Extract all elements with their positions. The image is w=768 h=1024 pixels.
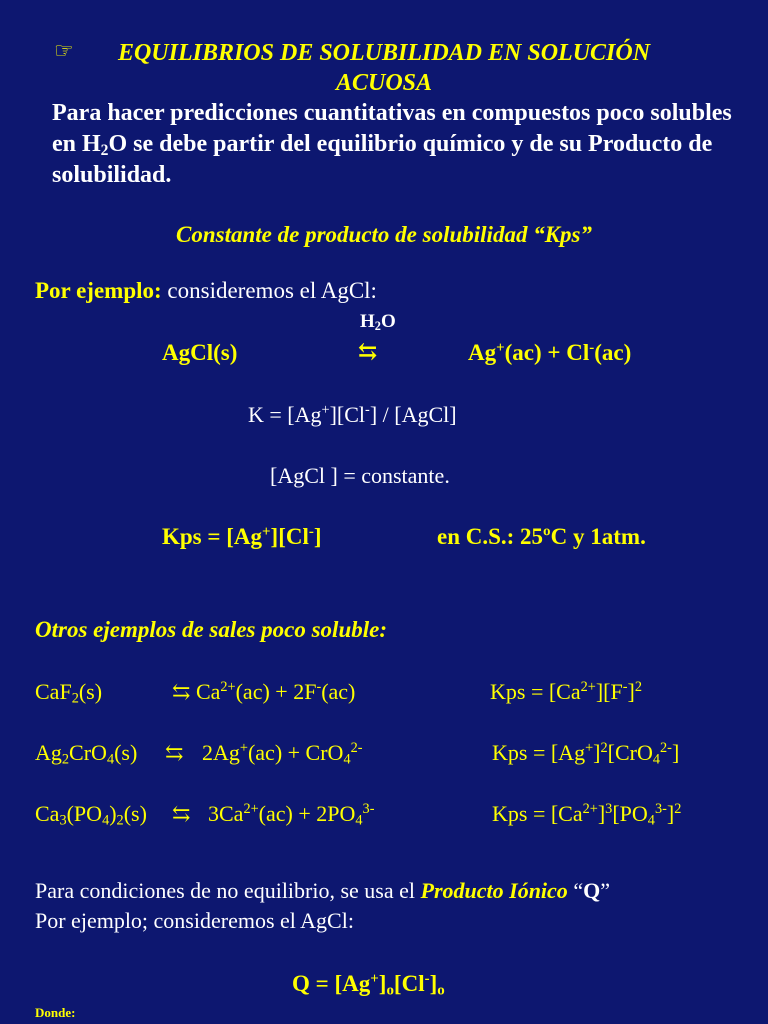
standard-conditions: en C.S.: 25ºC y 1atm. — [437, 524, 646, 549]
other-examples-heading: Otros ejemplos de sales poco soluble: — [35, 617, 387, 642]
row1-kps: Kps = $[Ca^{2+}][F^-]^2$ — [490, 679, 642, 704]
q-expression: $Q = [Ag^+]_o[Cl^-]_o$ — [292, 970, 445, 999]
ionic-product-example: Por ejemplo; consideremos el AgCl: — [35, 908, 354, 933]
equilibrium-arrow-icon: ⇆ — [165, 740, 184, 765]
row1-reaction: ⇆ $Ca^{2+}(ac) + 2F^-(ac)$ — [172, 679, 356, 704]
title-line-1: EQUILIBRIOS DE SOLUBILIDAD EN SOLUCIÓN — [117, 40, 651, 66]
row2-salt: $Ag_2CrO_4(s)$ — [35, 740, 138, 768]
agcl-constant: [AgCl ] = constante. — [270, 463, 450, 488]
example-intro: Por ejemplo: consideremos el AgCl: — [35, 278, 377, 303]
donde-label: Donde: — [35, 1005, 76, 1020]
kps-subtitle: Constante de producto de solubilidad “Kps” — [176, 222, 592, 247]
row2-kps: Kps = $[Ag^+]^2[CrO_4^{2-}]$ — [492, 740, 680, 768]
row2-reaction: 2Ag+(ac) + CrO$_4^{2-}$ — [202, 740, 363, 768]
pointing-hand-icon: ☞ — [54, 38, 74, 63]
title-line-2: ACUOSA — [335, 70, 433, 96]
reaction-right: Ag+(ac) + Cl-(ac) — [468, 339, 632, 365]
row3-kps: Kps = $[Ca^{2+}]^3[PO_4^{3-}]^2$ — [492, 801, 682, 829]
equilibrium-arrow-icon: ⇆ — [172, 801, 191, 826]
equilibrium-arrow-icon: ⇆ — [358, 339, 378, 364]
intro-paragraph: Para hacer predicciones cuantitativas en compuestos poco solubles en $H_2O$ se debe partir del equilibrio químico y de su Producto de solubilidad. — [52, 100, 732, 188]
row3-salt: $Ca_3(PO_4)_2(s)$ — [35, 801, 147, 829]
row3-reaction: $3Ca^{2+}(ac) + 2PO_4^{3-}$ — [208, 801, 375, 829]
equilibrium-arrow-icon: ⇆ — [172, 679, 191, 704]
row1-salt: CaF$_2$(s) — [35, 679, 103, 707]
solvent-label: $H_2O$ — [360, 311, 396, 334]
reaction-left: AgCl(s) — [162, 340, 238, 365]
k-expression: K = [Ag+][Cl-] / [AgCl] — [248, 402, 457, 427]
page-title — [0, 38, 768, 98]
kps-expression: Kps = [Ag+][Cl-] — [162, 523, 322, 549]
ionic-product-intro: Para condiciones de no equilibrio, se usa el Producto Iónico “Q” — [35, 878, 610, 903]
